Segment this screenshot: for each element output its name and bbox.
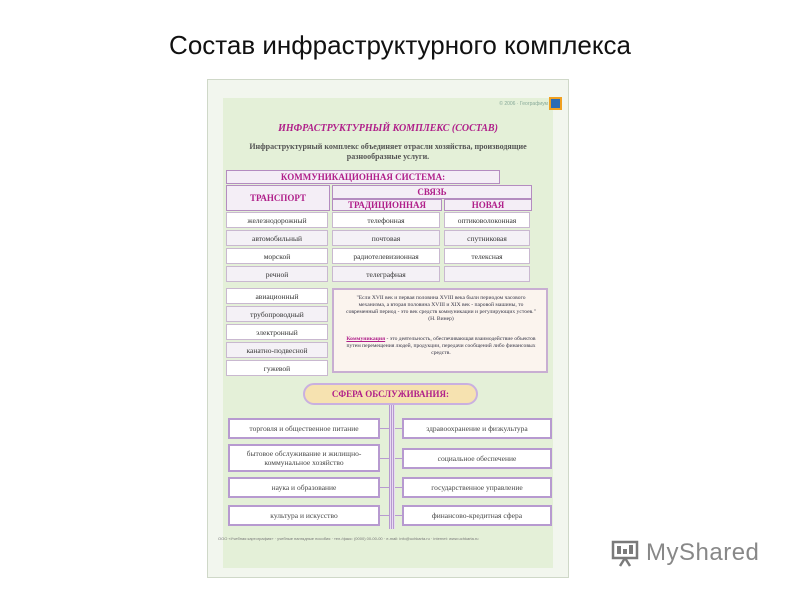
connector-line — [395, 428, 402, 429]
traditional-header: ТРАДИЦИОННАЯ — [332, 199, 442, 211]
services-header: СФЕРА ОБСЛУЖИВАНИЯ: — [303, 383, 478, 405]
wiener-quote: "Если XVII век и первая половина XVIII века были периодом часового механизма, а вторая половина XVIII и XIX век - паровой машины, то современный период - это век средств коммуникации и регулирующих устоев." (Н. Винер) — [346, 295, 536, 322]
traditional-comm-item: телефонная — [332, 212, 440, 228]
poster-title: ИНФРАСТРУКТУРНЫЙ КОМПЛЕКС (СОСТАВ) — [278, 123, 498, 134]
watermark-text: MyShared — [646, 539, 760, 566]
traditional-comm-item: радиотелевизионная — [332, 248, 440, 264]
service-item-left: торговля и общественное питание — [228, 418, 380, 439]
poster-footer: ООО «Учебная картография» · учебные наглядные пособия · тел./факс: (0000) 00-00-00 · e-mail: info@uchkarta.ru · internet: www.uchkarta.ru — [218, 536, 479, 541]
publisher-logo-icon — [549, 97, 562, 110]
traditional-comm-item: телеграфная — [332, 266, 440, 282]
transport-item: трубопроводный — [226, 306, 328, 322]
services-connector — [389, 405, 395, 529]
connector-line — [395, 515, 402, 516]
transport-item: электронный — [226, 324, 328, 340]
transport-item: речной — [226, 266, 328, 282]
definition-term: Коммуникация — [346, 336, 386, 342]
connector-line — [380, 487, 389, 488]
service-item-right: здравоохранение и физкультура — [402, 418, 552, 439]
publisher-mark: © 2006 · Географиум — [499, 101, 548, 107]
service-item-left: бытовое обслуживание и жилищно-коммунальное хозяйство — [228, 444, 380, 472]
communication-definition — [346, 336, 536, 357]
service-item-right: социальное обеспечение — [402, 448, 552, 469]
connector-line — [380, 515, 389, 516]
transport-item: морской — [226, 248, 328, 264]
slide-title: Состав инфраструктурного комплекса — [169, 30, 631, 60]
new-comm-item: оптиковолоконная — [444, 212, 530, 228]
comm-system-header: КОММУНИКАЦИОННАЯ СИСТЕМА: — [226, 170, 500, 184]
transport-header: ТРАНСПОРТ — [226, 185, 330, 211]
transport-item: железнодорожный — [226, 212, 328, 228]
transport-item: канатно-подвесной — [226, 342, 328, 358]
service-item-right: финансово-кредитная сфера — [402, 505, 552, 526]
poster-subtitle: Инфраструктурный комплекс объединяет отрасли хозяйства, производящие разнообразные услуги. — [249, 142, 527, 161]
myshared-watermark — [610, 535, 759, 571]
new-comm-item: спутниковая — [444, 230, 530, 246]
connector-line — [395, 458, 402, 459]
presentation-board-icon — [610, 538, 640, 568]
service-item-right: государственное управление — [402, 477, 552, 498]
infrastructure-poster — [207, 79, 569, 578]
service-item-left: культура и искусство — [228, 505, 380, 526]
definition-text: - это деятельность, обеспечивающая взаимодействие объектов путем перемещения людей, продукции, передачи сообщений либо финансовых средств. — [346, 336, 536, 356]
transport-item: автомобильный — [226, 230, 328, 246]
new-header: НОВАЯ — [444, 199, 532, 211]
transport-item: гужевой — [226, 360, 328, 376]
new-comm-empty — [444, 266, 530, 282]
quote-box — [332, 288, 548, 373]
connector-line — [380, 428, 389, 429]
connector-line — [395, 487, 402, 488]
traditional-comm-item: почтовая — [332, 230, 440, 246]
new-comm-item: телексная — [444, 248, 530, 264]
service-item-left: наука и образование — [228, 477, 380, 498]
transport-item: авиационный — [226, 288, 328, 304]
connector-line — [380, 458, 389, 459]
communication-header: СВЯЗЬ — [332, 185, 532, 199]
